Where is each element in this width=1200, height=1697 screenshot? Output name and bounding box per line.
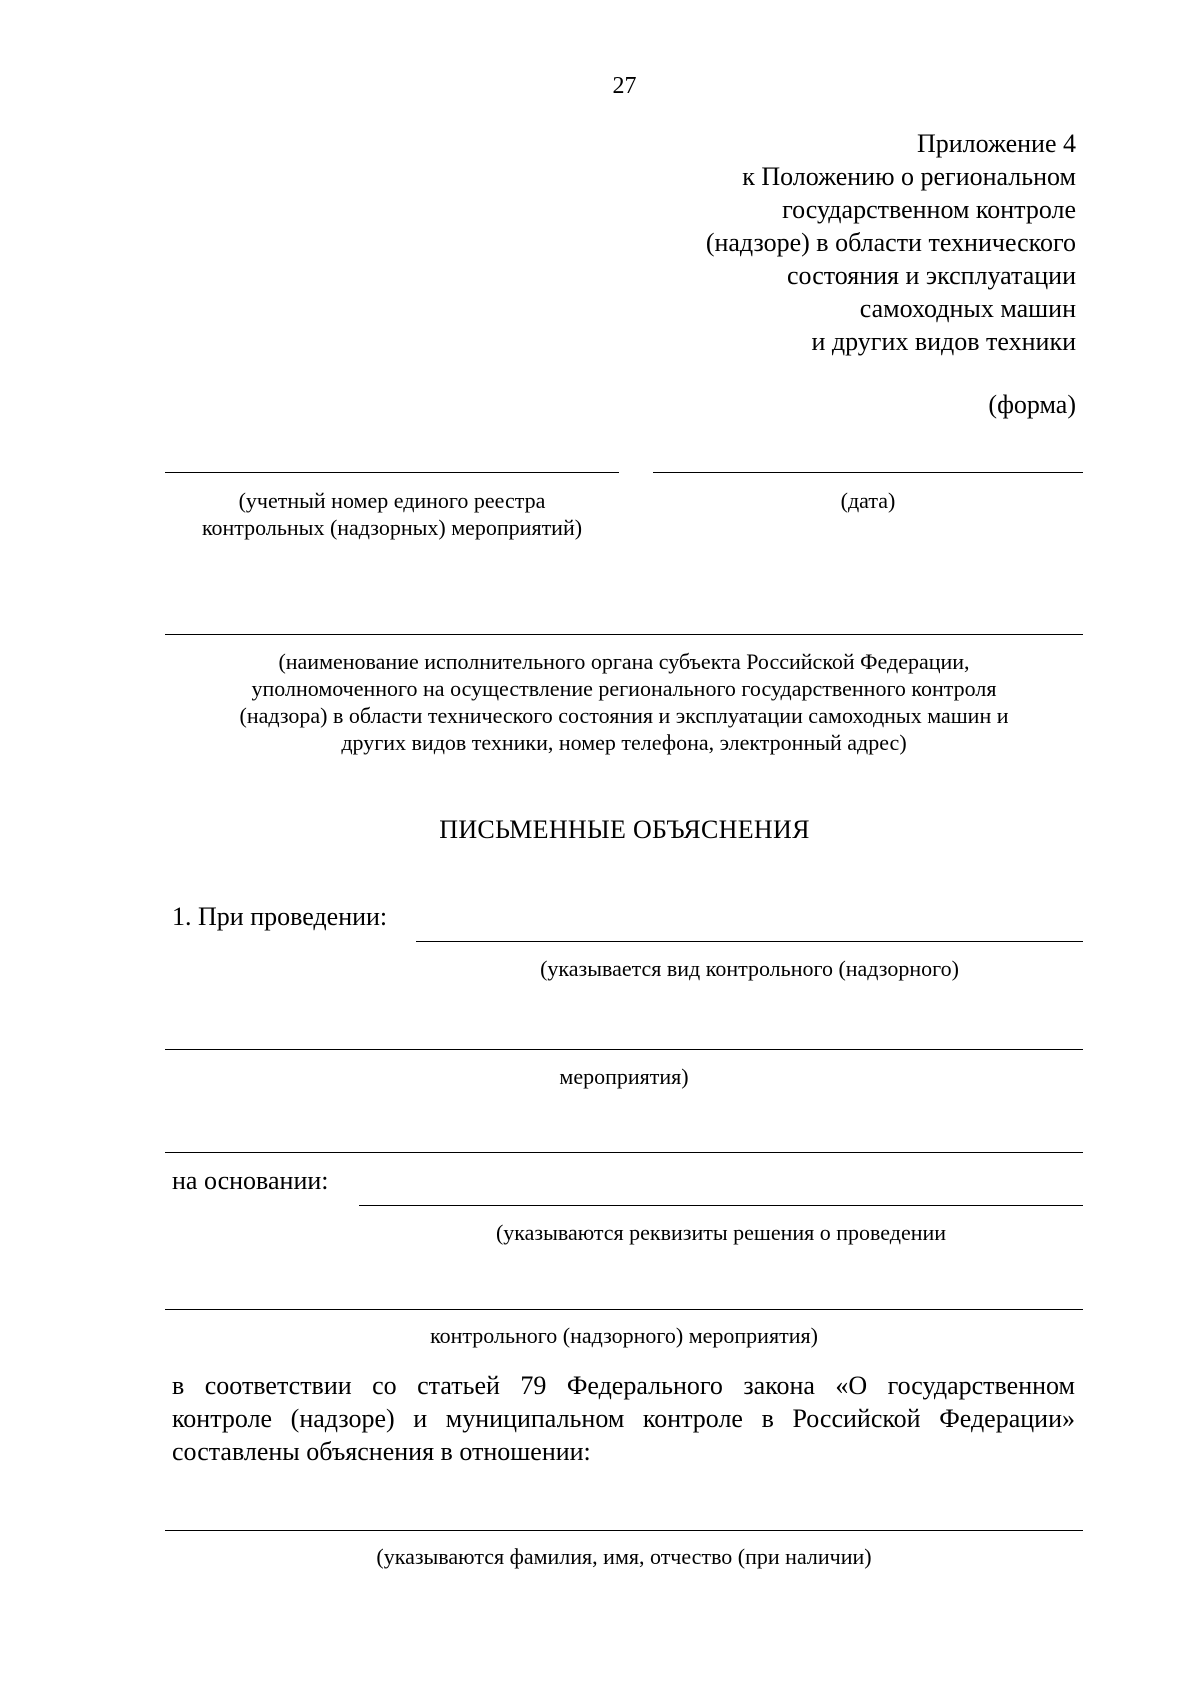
document-heading: ПИСЬМЕННЫЕ ОБЪЯСНЕНИЯ xyxy=(439,815,810,844)
authority-caption xyxy=(165,648,1083,756)
registry-number-field-line[interactable] xyxy=(165,472,619,473)
appendix-line: состояния и эксплуатации xyxy=(787,261,1076,290)
event-type-caption: (указывается вид контрольного (надзорного) xyxy=(540,956,959,981)
paragraph-line: в соответствии со статьей 79 Федерального закона «О государственном xyxy=(172,1371,1075,1400)
appendix-line: государственном контроле xyxy=(782,195,1076,224)
caption-line: других видов техники, номер телефона, электронный адрес) xyxy=(341,730,907,755)
basis-label: на основании: xyxy=(172,1166,329,1195)
law-reference-paragraph xyxy=(172,1369,1075,1468)
decision-caption-continued: контрольного (надзорного) мероприятия) xyxy=(430,1323,818,1348)
event-type-caption-continued: мероприятия) xyxy=(559,1064,689,1089)
appendix-header xyxy=(560,127,1076,358)
appendix-line: Приложение 4 xyxy=(916,129,1076,158)
registry-number-caption xyxy=(165,487,619,541)
conducting-field-line[interactable] xyxy=(416,941,1083,942)
appendix-line: и других видов техники xyxy=(811,327,1076,356)
caption-line: контрольных (надзорных) мероприятий) xyxy=(201,515,583,540)
paragraph-line: контроле (надзоре) и муниципальном контроле в Российской Федерации» xyxy=(172,1404,1075,1433)
form-label: (форма) xyxy=(988,390,1076,419)
paragraph-line: составлены объяснения в отношении: xyxy=(172,1437,591,1466)
caption-line: уполномоченного на осуществление регионального государственного контроля xyxy=(251,676,997,701)
event-type-continuation-line[interactable] xyxy=(165,1049,1083,1050)
appendix-line: (надзоре) в области технического xyxy=(705,228,1076,257)
caption-line: (надзора) в области технического состояния и эксплуатации самоходных машин и xyxy=(239,703,1009,728)
date-field-line[interactable] xyxy=(653,472,1083,473)
authority-field-line[interactable] xyxy=(165,634,1083,635)
date-caption: (дата) xyxy=(840,488,896,513)
caption-line: (учетный номер единого реестра xyxy=(238,488,546,513)
appendix-line: самоходных машин xyxy=(859,294,1076,323)
decision-caption: (указываются реквизиты решения о проведении xyxy=(495,1220,947,1245)
person-name-caption: (указываются фамилия, имя, отчество (при наличии) xyxy=(376,1544,872,1569)
page-number: 27 xyxy=(612,73,637,99)
decision-continuation-line[interactable] xyxy=(165,1309,1083,1310)
event-type-extra-line[interactable] xyxy=(165,1152,1083,1153)
basis-field-line[interactable] xyxy=(359,1205,1083,1206)
person-name-field-line[interactable] xyxy=(165,1530,1083,1531)
appendix-line: к Положению о региональном xyxy=(742,162,1076,191)
caption-line: (наименование исполнительного органа субъекта Российской Федерации, xyxy=(278,649,970,674)
conducting-label: 1. При проведении: xyxy=(172,902,388,931)
